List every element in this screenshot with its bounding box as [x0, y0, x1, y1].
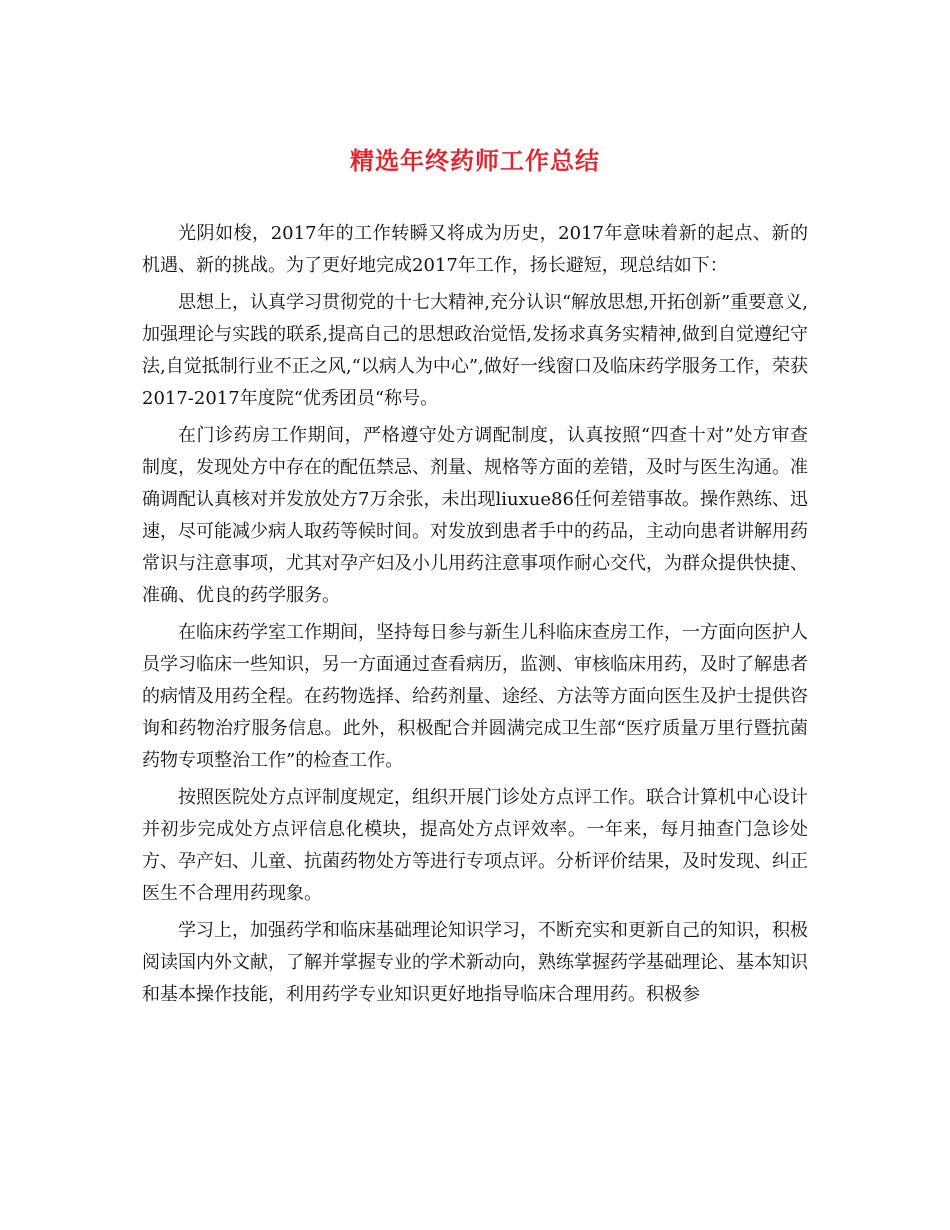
paragraph-intro: 光阴如梭，2017年的工作转瞬又将成为历史，2017年意味着新的起点、新的机遇、新的挑战。为了更好地完成2017年工作，扬长避短，现总结如下：: [142, 223, 808, 276]
paragraph-ideology: 思想上，认真学习贯彻党的十七大精神,充分认识“解放思想,开拓创新”重要意义,加强理论与实践的联系,提高自己的思想政治觉悟,发扬求真务实精神,做到自觉遵纪守法,自觉抵制行业不正之风,“以病人为中心”,做好一线窗口及临床药学服务工作，荣获2017-2017年度院“优秀团员“称号。: [142, 292, 808, 409]
document-body: [142, 218, 808, 1016]
paragraph-clinical-pharmacy: 在临床药学室工作期间，坚持每日参与新生儿科临床查房工作，一方面向医护人员学习临床一些知识，另一方面通过查看病历，监测、审核临床用药，及时了解患者的病情及用药全程。在药物选择、给药剂量、途经、方法等方面向医生及护士提供咨询和药物治疗服务信息。此外，积极配合并圆满完成卫生部“医疗质量万里行暨抗菌药物专项整治工作”的检查工作。: [142, 622, 808, 771]
document-title: 精选年终药师工作总结: [350, 146, 600, 175]
paragraph-prescription-review: 按照医院处方点评制度规定，组织开展门诊处方点评工作。联合计算机中心设计并初步完成处方点评信息化模块，提高处方点评效率。一年来，每月抽查门急诊处方、孕产妇、儿童、抗菌药物处方等进行专项点评。分析评价结果，及时发现、纠正医生不合理用药现象。: [142, 787, 808, 904]
paragraph-study: 学习上，加强药学和临床基础理论知识学习，不断充实和更新自己的知识，积极阅读国内外文献，了解并掌握专业的学术新动向，熟练掌握药学基础理论、基本知识和基本操作技能，利用药学专业知识更好地指导临床合理用药。积极参: [142, 920, 808, 1005]
paragraph-outpatient-pharmacy: 在门诊药房工作期间，严格遵守处方调配制度，认真按照“四查十对”处方审查制度，发现处方中存在的配伍禁忌、剂量、规格等方面的差错，及时与医生沟通。准确调配认真核对并发放处方7万余张，未出现liuxue86任何差错事故。操作熟练、迅速，尽可能减少病人取药等候时间。对发放到患者手中的药品，主动向患者讲解用药常识与注意事项，尤其对孕产妇及小儿用药注意事项作耐心交代，为群众提供快捷、准确、优良的药学服务。: [142, 425, 808, 606]
